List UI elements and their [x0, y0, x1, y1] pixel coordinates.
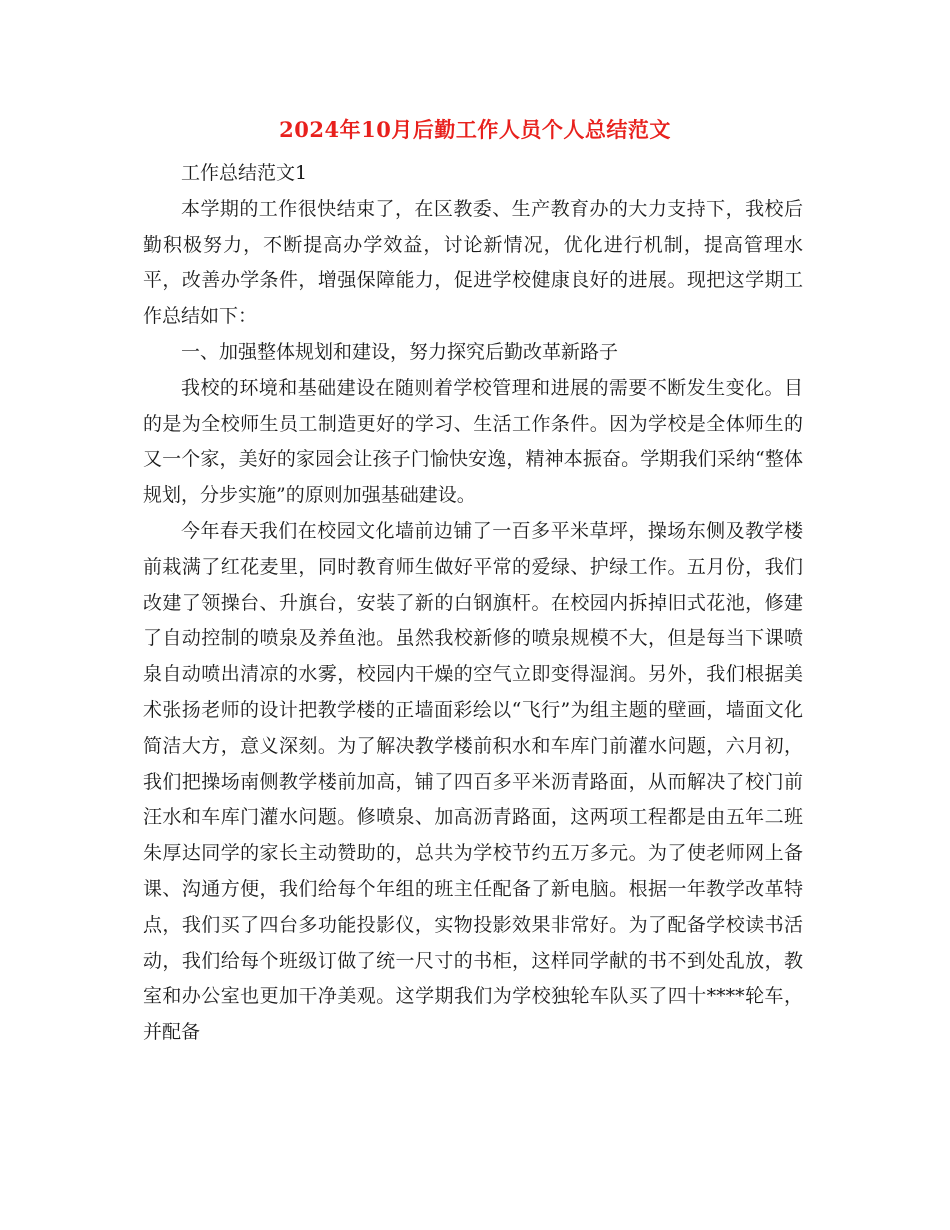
- intro-paragraph: 本学期的工作很快结束了，在区教委、生产教育办的大力支持下，我校后勤积极努力，不断提高办学效益，讨论新情况，优化进行机制，提高管理水平，改善办学条件，增强保障能力，促进学校健康良好的进展。现把这学期工作总结如下：: [143, 197, 803, 328]
- document-title: 2024年10月后勤工作人员个人总结范文: [279, 117, 671, 142]
- document-body: [143, 156, 803, 1051]
- section-label: 工作总结范文1: [181, 162, 308, 184]
- body-paragraph: 我校的环境和基础建设在随则着学校管理和进展的需要不断发生变化。目的是为全校师生员工制造更好的学习、生活工作条件。因为学校是全体师生的又一个家，美好的家园会让孩子门愉快安逸，精神本振奋。学期我们采纳“整体规划，分步实施”的原则加强基础建设。: [143, 376, 803, 507]
- section-heading: 一、加强整体规划和建设，努力探究后勤改革新路子: [181, 340, 619, 363]
- body-paragraph: 今年春天我们在校园文化墙前边铺了一百多平米草坪，操场东侧及教学楼前栽满了红花麦里，同时教育师生做好平常的爱绿、护绿工作。五月份，我们改建了领操台、升旗台，安装了新的白钢旗杆。在校园内拆掉旧式花池，修建了自动控制的喷泉及养鱼池。虽然我校新修的喷泉规模不大，但是每当下课喷泉自动喷出清凉的水雾，校园内干燥的空气立即变得湿润。另外，我们根据美术张扬老师的设计把教学楼的正墙面彩绘以“飞行”为组主题的壁画，墙面文化简洁大方，意义深刻。为了解决教学楼前积水和车库门前灌水问题，六月初，我们把操场南侧教学楼前加高，铺了四百多平米沥青路面，从而解决了校门前汪水和车库门灌水问题。修喷泉、加高沥青路面，这两项工程都是由五年二班朱厚达同学的家长主动赞助的，总共为学校节约五万多元。为了使老师网上备课、沟通方便，我们给每个年组的班主任配备了新电脑。根据一年教学改革特点，我们买了四台多功能投影仪，实物投影效果非常好。为了配备学校读书活动，我们给每个班级订做了统一尺寸的书柜，这样同学献的书不到处乱放，教室和办公室也更加干净美观。这学期我们为学校独轮车队买了四十****轮车，并配备: [143, 519, 803, 1044]
